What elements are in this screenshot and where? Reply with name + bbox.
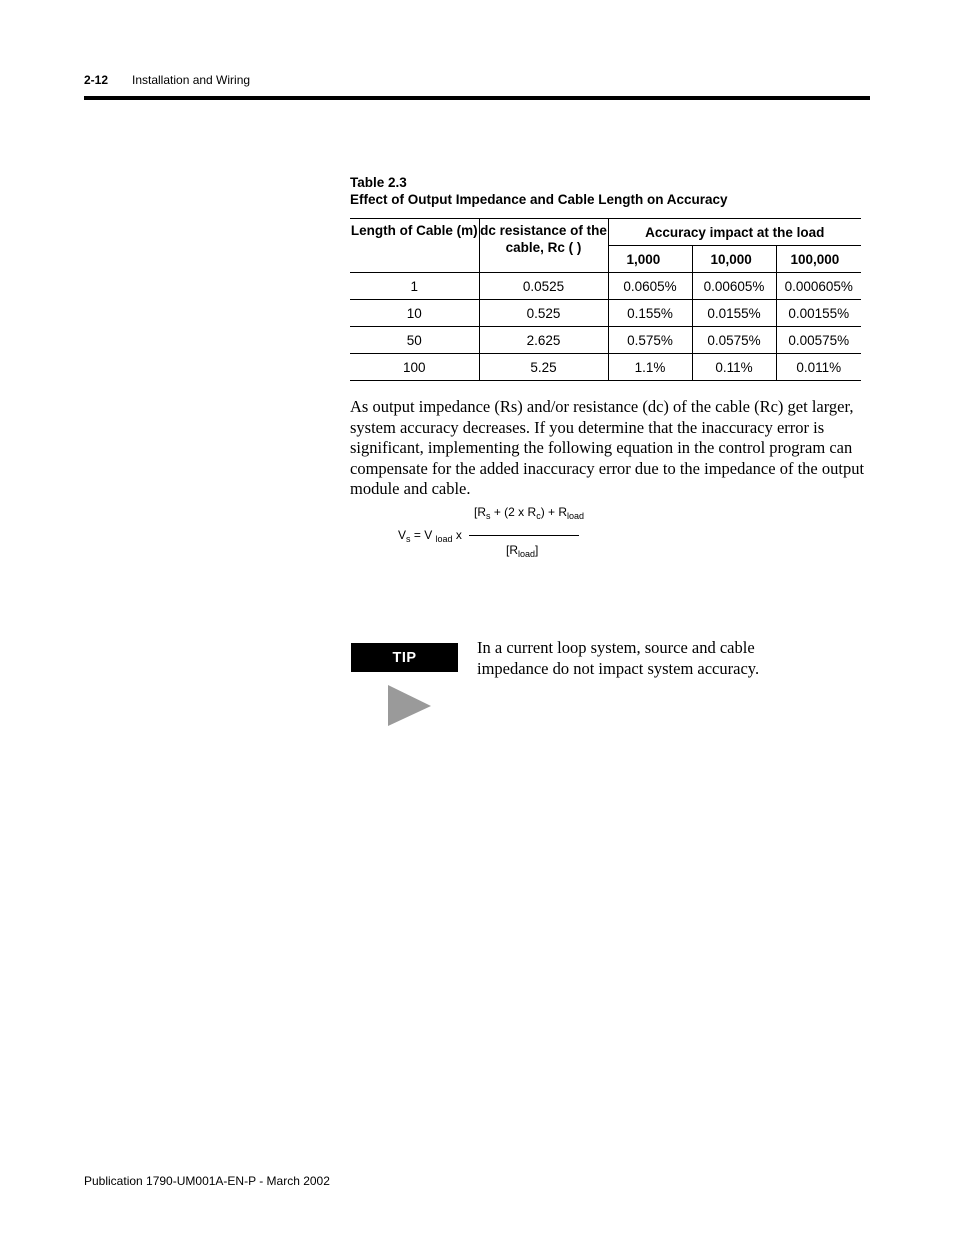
table-cell: 0.00155% <box>776 300 861 327</box>
accuracy-table <box>350 218 861 381</box>
play-arrow-icon <box>388 685 432 727</box>
table-cell: 0.0525 <box>479 273 608 300</box>
header-rule <box>84 96 870 100</box>
table-row <box>350 327 861 354</box>
table-cell: 10 <box>350 300 479 327</box>
table-cell: 0.000605% <box>776 273 861 300</box>
section-title: Installation and Wiring <box>132 73 251 87</box>
table-caption <box>350 174 728 208</box>
table-cell: 1.1% <box>608 354 692 381</box>
equation-lhs: $V_s = V$ $_{load}$ x <box>398 528 462 544</box>
table-cell: 0.575% <box>608 327 692 354</box>
body-paragraph: As output impedance (Rs) and/or resistance (dc) of the cable (Rc) get larger, system accuracy decreases. If you determine that the inaccuracy error is significant, implementing the following equation in the control program can compensate for the added inaccuracy error due to the impedance of the output module and cable. <box>350 397 865 498</box>
tip-label: TIP <box>351 643 458 672</box>
table-cell: 0.11% <box>692 354 776 381</box>
table-cell: 0.00575% <box>776 327 861 354</box>
col-header-length: Length of Cable (m) <box>350 219 479 273</box>
table-label: Table 2.3 <box>350 175 407 190</box>
table-cell: 0.0605% <box>608 273 692 300</box>
table-cell: 50 <box>350 327 479 354</box>
table-cell: 0.011% <box>776 354 861 381</box>
table-title: Effect of Output Impedance and Cable Length on Accuracy <box>350 192 728 207</box>
table-cell: 0.0155% <box>692 300 776 327</box>
page-footer: Publication 1790-UM001A-EN-P - March 2002 <box>84 1174 330 1188</box>
table-row <box>350 300 861 327</box>
table-cell: 100 <box>350 354 479 381</box>
col-header-load: 100,000 <box>776 246 861 273</box>
table-row <box>350 354 861 381</box>
page-header <box>84 73 251 87</box>
table-cell: 2.625 <box>479 327 608 354</box>
table-cell: 0.155% <box>608 300 692 327</box>
col-header-accuracy: Accuracy impact at the load <box>608 219 861 246</box>
fraction-bar <box>469 535 579 536</box>
table-cell: 0.0575% <box>692 327 776 354</box>
col-header-load: 1,000 <box>608 246 692 273</box>
tip-text: In a current loop system, source and cable impedance do not impact system accuracy. <box>477 638 760 678</box>
equation-denominator: $[R_{load}]$ <box>506 543 539 559</box>
col-header-load: 10,000 <box>692 246 776 273</box>
table-cell: 5.25 <box>479 354 608 381</box>
table-row <box>350 273 861 300</box>
col-header-resistance: dc resistance of the cable, Rc ( ) <box>479 219 608 273</box>
table-cell: 0.00605% <box>692 273 776 300</box>
equation-numerator: [$R_s + (2$ x $R_c) + R_{load}$ <box>474 505 585 521</box>
page-number: 2-12 <box>84 73 109 87</box>
table-cell: 0.525 <box>479 300 608 327</box>
table-cell: 1 <box>350 273 479 300</box>
